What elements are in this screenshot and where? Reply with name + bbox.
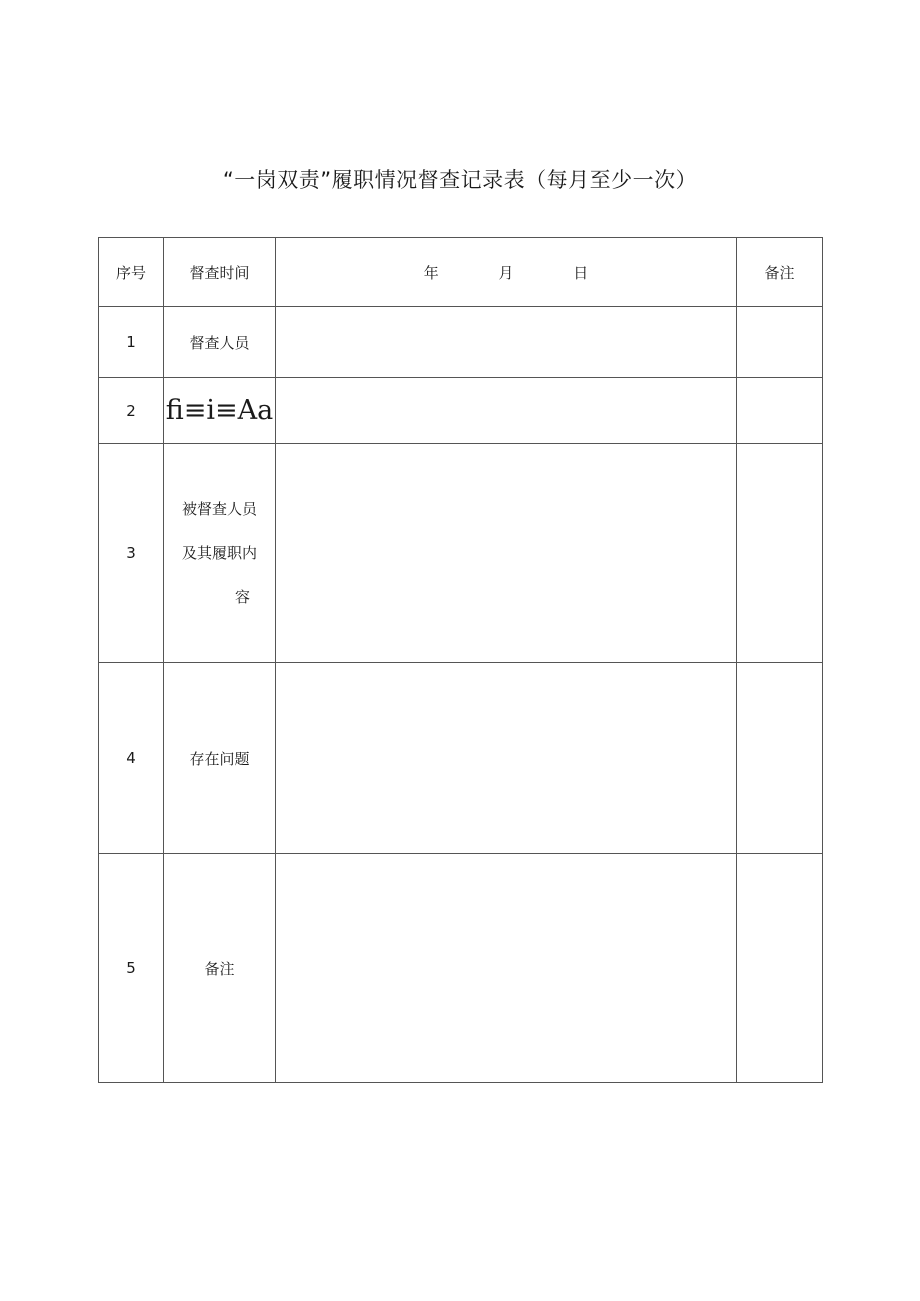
row-note-cell[interactable] (737, 307, 823, 378)
table-row (99, 378, 823, 444)
row-label-remarks: 备注 (164, 854, 276, 1083)
row-no: 1 (99, 307, 164, 378)
row-note-cell[interactable] (737, 444, 823, 663)
page-title: “一岗双责”履职情况督查记录表（每月至少一次） (222, 168, 698, 192)
row-label-inspected (164, 444, 276, 663)
row-note-cell[interactable] (737, 854, 823, 1083)
header-note: 备注 (737, 238, 823, 307)
row-content-cell[interactable] (276, 663, 737, 854)
date-day: 日 (573, 263, 589, 282)
row-label-inspectors: 督查人员 (164, 307, 276, 378)
row-content-cell[interactable] (276, 854, 737, 1083)
row-label-line: 被督查人员 (181, 500, 257, 518)
table-row (99, 663, 823, 854)
row-label-line: 及其履职内 (181, 544, 257, 562)
date-cell[interactable] (276, 238, 737, 307)
record-table (98, 237, 823, 1083)
table-header-row (99, 238, 823, 307)
date-line (424, 262, 589, 283)
table-row (99, 854, 823, 1083)
row-label-line: 容 (234, 588, 250, 606)
row-label-problems: 存在问题 (164, 663, 276, 854)
date-year: 年 (423, 263, 439, 282)
date-month: 月 (498, 263, 514, 282)
header-time-label: 督查时间 (164, 238, 276, 307)
table-row (99, 307, 823, 378)
row-note-cell[interactable] (737, 378, 823, 444)
row-no: 4 (99, 663, 164, 854)
row-label-garbled: fi≡i≡Aa (164, 378, 276, 444)
row-no: 3 (99, 444, 164, 663)
row-note-cell[interactable] (737, 663, 823, 854)
row-content-cell[interactable] (276, 444, 737, 663)
row-content-cell[interactable] (276, 378, 737, 444)
table-row (99, 444, 823, 663)
row-no: 5 (99, 854, 164, 1083)
row-no: 2 (99, 378, 164, 444)
header-no: 序号 (99, 238, 164, 307)
row-content-cell[interactable] (276, 307, 737, 378)
